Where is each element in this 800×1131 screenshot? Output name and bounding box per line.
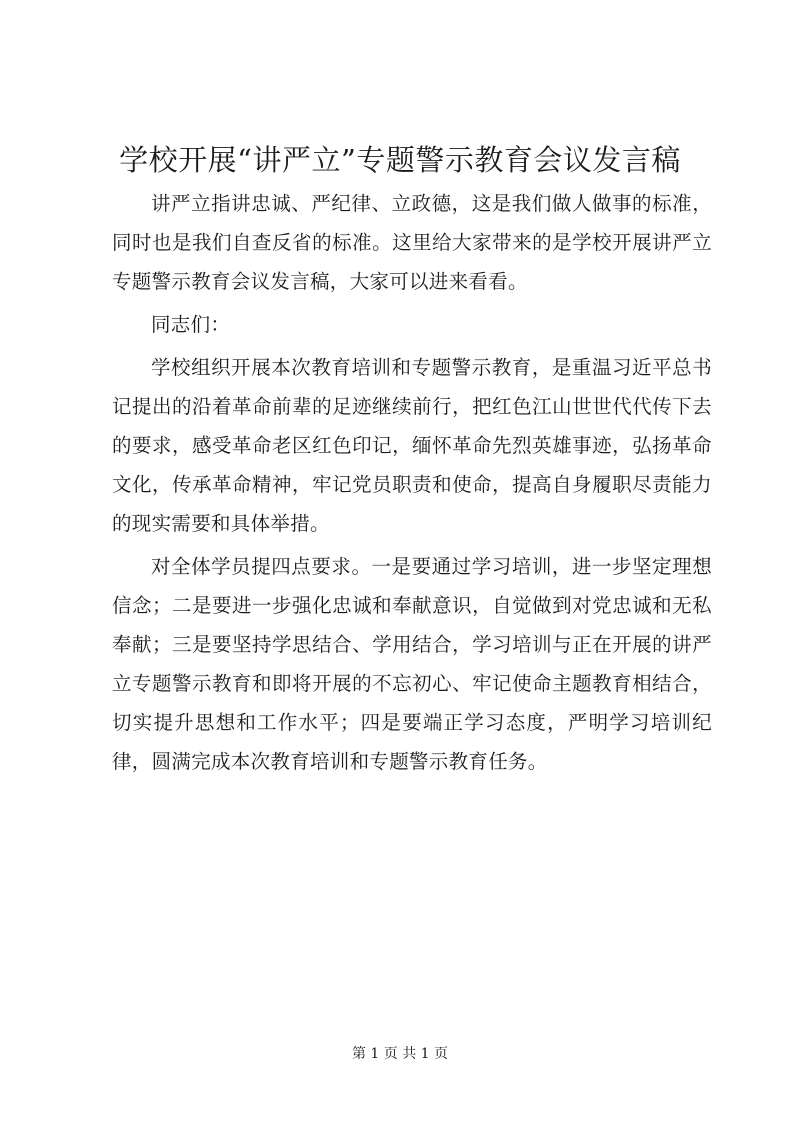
- page-footer: 第 1 页 共 1 页: [351, 1046, 449, 1062]
- body-paragraph: 学校组织开展本次教育培训和专题警示教育，是重温习近平总书记提出的沿着革命前辈的足迹继续前行，把红色江山世世代代传下去的要求，感受革命老区红色印记，缅怀革命先烈英雄事迹，弘扬革命文化，传承革命精神，牢记党员职责和使命，提高自身履职尽责能力的现实需要和具体举措。: [112, 356, 712, 535]
- salutation: 同志们：: [151, 313, 231, 336]
- intro-paragraph: 讲严立指讲忠诚、严纪律、立政德，这是我们做人做事的标准，同时也是我们自查反省的标准。这里给大家带来的是学校开展讲严立专题警示教育会议发言稿，大家可以进来看看。: [112, 192, 712, 293]
- document-body: [112, 184, 712, 785]
- document-title: 学校开展“讲严立”专题警示教育会议发言稿: [119, 143, 681, 177]
- body-paragraph: 对全体学员提四点要求。一是要通过学习培训，进一步坚定理想信念；二是要进一步强化忠诚和奉献意识，自觉做到对党忠诚和无私奉献；三是要坚持学思结合、学用结合，学习培训与正在开展的讲严立专题警示教育和即将开展的不忘初心、牢记使命主题教育相结合，切实提升思想和工作水平；四是要端正学习态度，严明学习培训纪律，圆满完成本次教育培训和专题警示教育任务。: [112, 555, 712, 773]
